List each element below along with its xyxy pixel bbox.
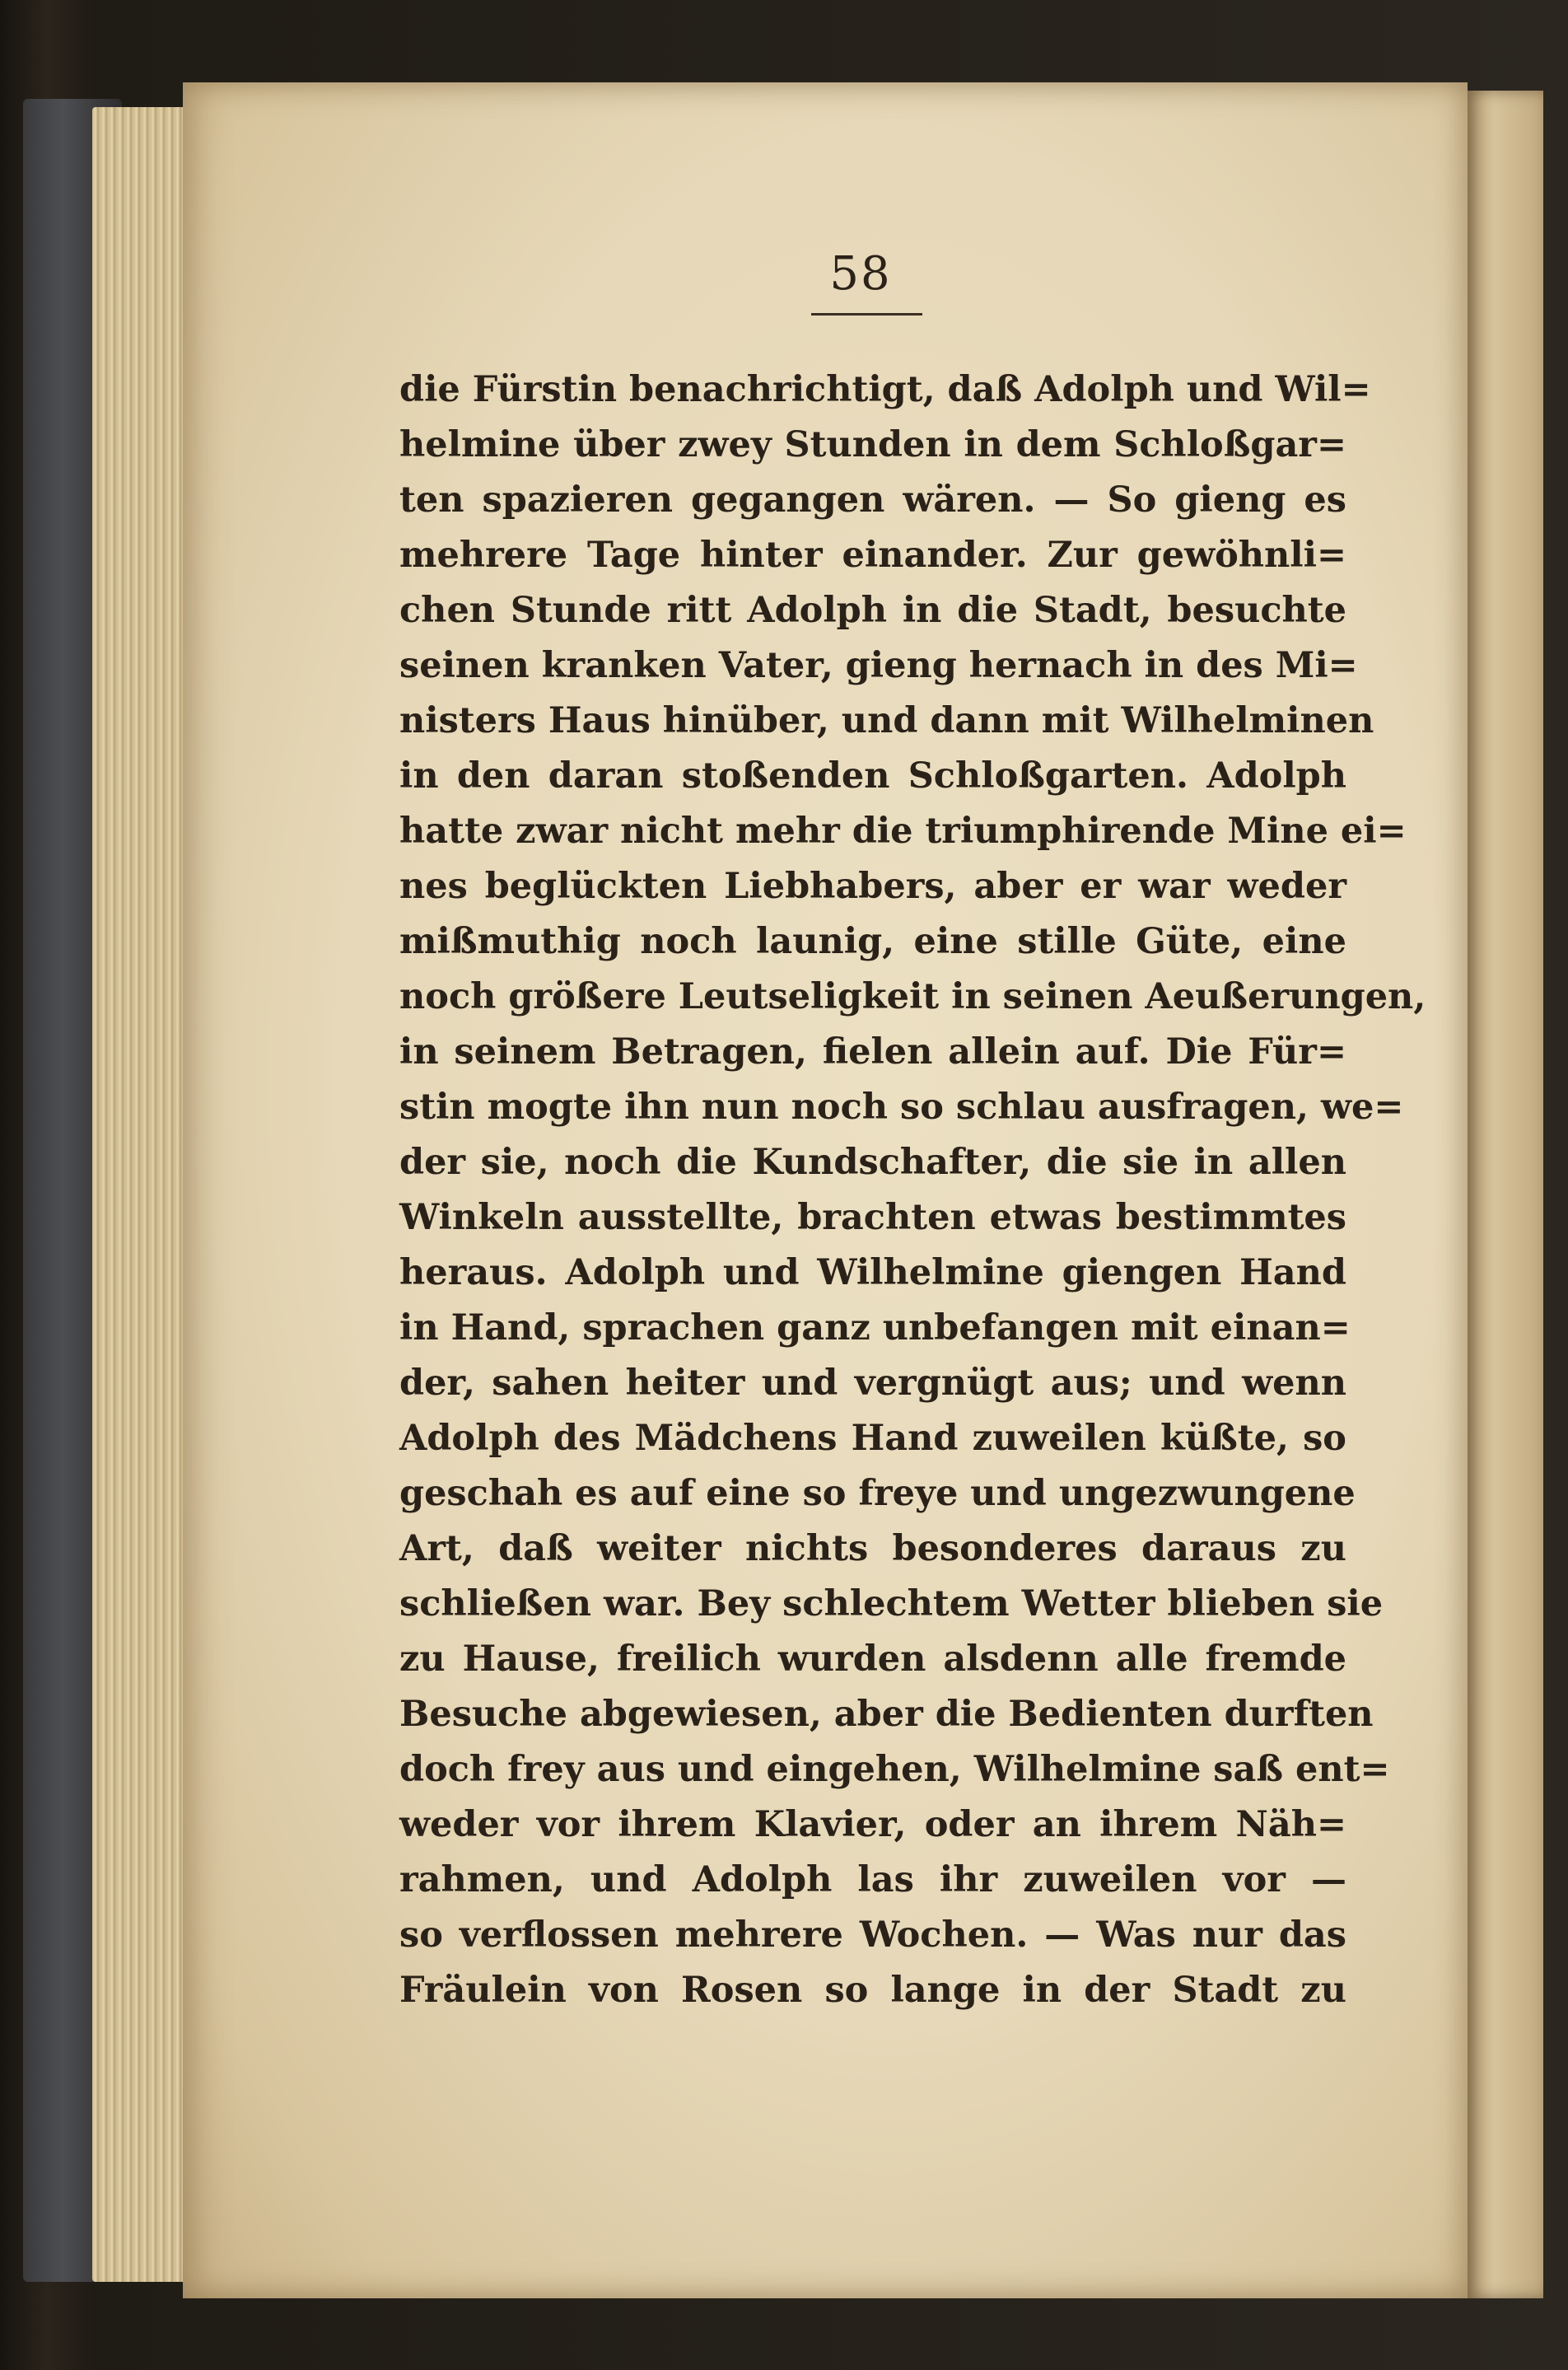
text-line: heraus. Adolph und Wilhelmine giengen Hand (399, 1252, 1346, 1293)
text-line: doch frey aus und eingehen, Wilhelmine saß ent= (399, 1749, 1390, 1790)
text-line: Adolph des Mädchens Hand zuweilen küßte, so (399, 1418, 1346, 1459)
text-line: seinen kranken Vater, gieng hernach in des Mi= (399, 645, 1358, 686)
text-line: nes beglückten Liebhabers, aber er war weder (399, 866, 1346, 907)
text-line: weder vor ihrem Klavier, oder an ihrem Näh= (399, 1804, 1346, 1845)
text-line: Art, daß weiter nichts besonderes daraus zu (399, 1528, 1346, 1569)
text-line: Fräulein von Rosen so lange in der Stadt zu (399, 1970, 1346, 2011)
text-line: helmine über zwey Stunden in dem Schloßgar= (399, 424, 1346, 465)
text-line: Besuche abgewiesen, aber die Bedienten durften (399, 1694, 1374, 1735)
text-line: die Fürstin benachrichtigt, daß Adolph und Wil= (399, 369, 1371, 410)
text-line: ten spazieren gegangen wären. — So gieng es (399, 479, 1346, 521)
text-line: zu Hause, freilich wurden alsdenn alle fremde (399, 1638, 1346, 1680)
text-line: in den daran stoßenden Schloßgarten. Adolph (399, 755, 1346, 797)
body-text (399, 362, 1426, 2018)
facing-page-edge (1468, 91, 1543, 2298)
text-line: der, sahen heiter und vergnügt aus; und wenn (399, 1363, 1346, 1404)
text-line: Winkeln ausstellte, brachten etwas bestimmtes (399, 1197, 1346, 1238)
text-line: geschah es auf eine so freye und ungezwungene (399, 1473, 1356, 1514)
text-line: so verflossen mehrere Wochen. — Was nur das (399, 1914, 1346, 1956)
text-line: hatte zwar nicht mehr die triumphirende Mine ei= (399, 811, 1407, 852)
text-line: rahmen, und Adolph las ihr zuweilen vor — (399, 1859, 1346, 1900)
text-line: in seinem Betragen, fielen allein auf. Die Für= (399, 1031, 1346, 1073)
text-line: mißmuthig noch launig, eine stille Güte, eine (399, 921, 1346, 962)
text-line: chen Stunde ritt Adolph in die Stadt, besuchte (399, 590, 1346, 631)
text-line: stin mogte ihn nun noch so schlau ausfragen, we= (399, 1087, 1404, 1128)
text-line: mehrere Tage hinter einander. Zur gewöhnli= (399, 535, 1346, 576)
text-line: noch größere Leutseligkeit in seinen Aeußerungen, (399, 976, 1426, 1017)
text-line: nisters Haus hinüber, und dann mit Wilhelminen (399, 700, 1374, 741)
page-number: 58 (829, 247, 892, 301)
text-line: der sie, noch die Kundschafter, die sie in allen (399, 1142, 1346, 1183)
text-line: schließen war. Bey schlechtem Wetter blieben sie (399, 1583, 1384, 1624)
text-line: in Hand, sprachen ganz unbefangen mit einan= (399, 1307, 1351, 1349)
page-number-rule (811, 313, 922, 316)
